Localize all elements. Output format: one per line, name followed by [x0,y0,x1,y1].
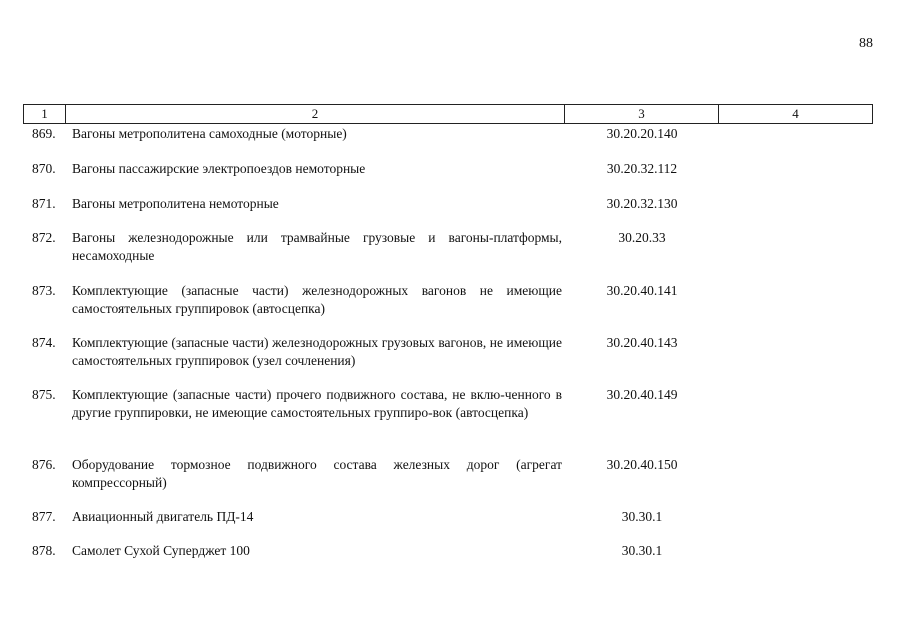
row-name: Вагоны метрополитена немоторные [72,196,279,211]
row-code: 30.30.1 [621,509,663,524]
row-code: 30.20.20.140 [606,126,678,141]
row-number: 873. [32,283,56,298]
row-number: 876. [32,457,56,472]
row-name: Вагоны пассажирские электропоездов немоторные [72,161,366,176]
table-header [23,104,873,124]
row-code: 30.20.40.149 [606,387,678,402]
row-number: 877. [32,509,56,524]
row-code: 30.20.33 [618,230,666,245]
row-number: 870. [32,161,56,176]
header-col-1: 1 [24,105,66,123]
header-col-2: 2 [66,105,565,123]
row-number: 875. [32,387,56,402]
row-number: 871. [32,196,56,211]
row-code: 30.20.40.143 [606,335,678,350]
row-code: 30.20.40.141 [606,283,678,298]
row-code: 30.20.40.150 [606,457,678,472]
row-number: 872. [32,230,56,245]
row-number: 874. [32,335,56,350]
page-number: 88 [859,36,873,51]
row-name: Вагоны железнодорожные или трамвайные грузовые и вагоны-платформы, несамоходные [72,230,562,263]
row-code: 30.20.32.130 [606,196,678,211]
row-number: 878. [32,543,56,558]
row-name: Самолет Сухой Суперджет 100 [72,543,250,558]
row-code: 30.30.1 [621,543,663,558]
header-col-4: 4 [792,106,799,121]
row-name: Комплектующие (запасные части) железнодорожных грузовых вагонов, не имеющие самостоятельных группировок (узел сочленения) [72,335,562,368]
row-name: Оборудование тормозное подвижного состава железных дорог (агрегат компрессорный) [72,457,562,490]
row-name: Комплектующие (запасные части) железнодорожных вагонов не имеющие самостоятельных группировок (автосцепка) [72,283,562,316]
row-name: Авиационный двигатель ПД-14 [72,509,254,524]
row-name: Комплектующие (запасные части) прочего подвижного состава, не вклю-ченного в другие группировки, не имеющие самостоятельных группиро-вок (автосцепка) [72,387,562,420]
header-col-3: 3 [565,105,719,123]
row-code: 30.20.32.112 [606,161,678,176]
row-number: 869. [32,126,56,141]
row-name: Вагоны метрополитена самоходные (моторные) [72,126,347,141]
